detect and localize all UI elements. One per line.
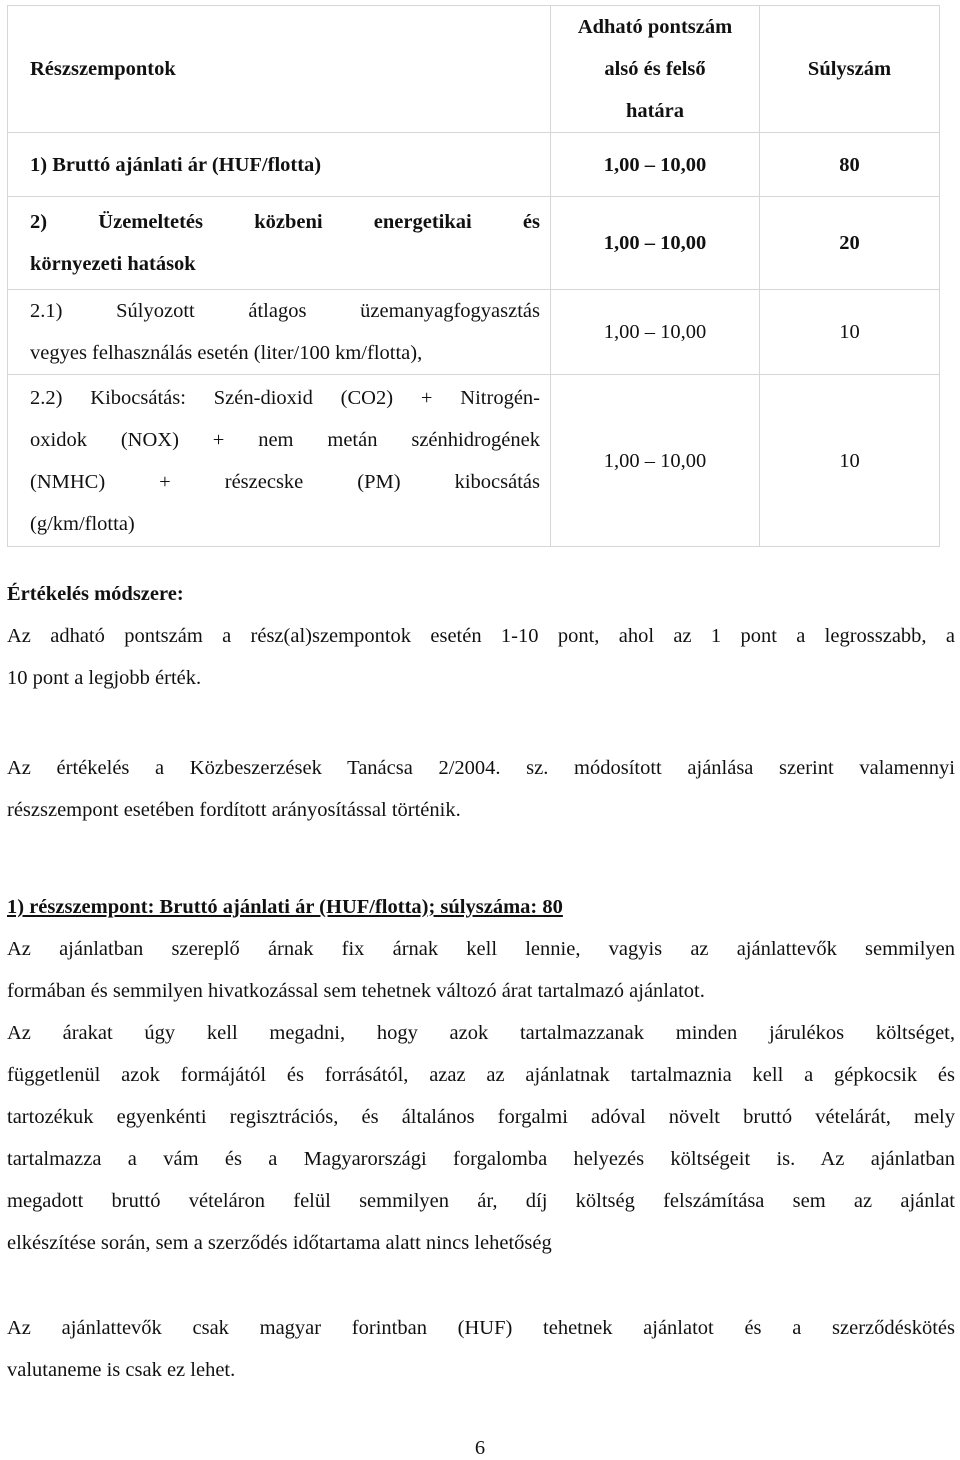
section-1-p2-line2: függetlenül azok formájától és forrásától, azaz az ajánlatnak tartalmaznia kell a gépkocsik és xyxy=(7,1064,955,1086)
row-label-line2: környezeti hatások xyxy=(30,253,196,275)
row-label xyxy=(8,290,551,375)
header-criteria: Részszempontok xyxy=(8,6,551,133)
row-range: 1,00 – 10,00 xyxy=(551,375,760,547)
section-1-p1-line2: formában és semmilyen hivatkozással sem tehetnek változó árat tartalmazó ajánlatot. xyxy=(7,980,705,1002)
table-row xyxy=(8,133,940,197)
table-row xyxy=(8,375,940,547)
row-label-line1: 2) Üzemeltetés közbeni energetikai és xyxy=(30,211,540,233)
header-score-range-line3: határa xyxy=(625,100,685,122)
header-score-range xyxy=(551,6,760,133)
row-label-line2: vegyes felhasználás esetén (liter/100 km/flotta), xyxy=(30,342,423,364)
row-label-line2: oxidok (NOX) + nem metán szénhidrogének xyxy=(30,428,540,451)
evaluation-p2-line1: Az értékelés a Közbeszerzések Tanácsa 2/2004. sz. módosított ajánlása szerint valamennyi xyxy=(7,757,955,779)
row-range: 1,00 – 10,00 xyxy=(551,290,760,375)
evaluation-paragraph-2 xyxy=(7,747,955,831)
row-range: 1,00 – 10,00 xyxy=(551,197,760,290)
row-weight: 10 xyxy=(760,375,940,547)
section-1-p3-line1: Az ajánlattevők csak magyar forintban (HUF) tehetnek ajánlatot és a szerződéskötés xyxy=(7,1317,955,1339)
criteria-table xyxy=(7,5,940,547)
header-score-range-line1: Adható pontszám xyxy=(577,16,733,38)
section-1-paragraph-2 xyxy=(7,1012,955,1264)
section-1-p2-line5: megadott bruttó vételáron felül semmilyen ár, díj költség felszámítása sem az ajánlat xyxy=(7,1190,955,1212)
section-1-paragraph-1 xyxy=(7,928,955,1012)
section-1-paragraph-3 xyxy=(7,1307,955,1391)
section-1-p1-line1: Az ajánlatban szereplő árnak fix árnak kell lennie, vagyis az ajánlattevők semmilyen xyxy=(7,938,955,960)
section-1-p3-line2: valutaneme is csak ez lehet. xyxy=(7,1359,236,1381)
section-1-p2-line4: tartalmazza a vám és a Magyarországi forgalomba helyezés költségeit is. Az ajánlatban xyxy=(7,1148,955,1170)
row-weight: 20 xyxy=(760,197,940,290)
section-1 xyxy=(7,886,955,1264)
table-row xyxy=(8,290,940,375)
row-label-line3: (NMHC) + részecske (PM) kibocsátás xyxy=(30,470,540,493)
row-range: 1,00 – 10,00 xyxy=(551,133,760,197)
section-1-p2-line6: elkészítése során, sem a szerződés időtartama alatt nincs lehetőség xyxy=(7,1232,552,1254)
table-header-row xyxy=(8,6,940,133)
row-label-line4: (g/km/flotta) xyxy=(30,512,135,535)
section-1-p2-line1: Az árakat úgy kell megadni, hogy azok tartalmazzanak minden járulékos költséget, xyxy=(7,1022,955,1044)
header-score-range-line2: alsó és felső xyxy=(604,58,706,80)
row-label xyxy=(8,375,551,547)
evaluation-p1-line1: Az adható pontszám a rész(al)szempontok esetén 1-10 pont, ahol az 1 pont a legrosszabb, a xyxy=(7,625,955,647)
evaluation-paragraph-1 xyxy=(7,615,955,699)
row-label: 1) Bruttó ajánlati ár (HUF/flotta) xyxy=(8,133,551,197)
row-label-line1: 2.1) Súlyozott átlagos üzemanyagfogyasztás xyxy=(30,300,540,322)
evaluation-p1-line2: 10 pont a legjobb érték. xyxy=(7,667,202,689)
evaluation-section xyxy=(7,573,955,699)
section-1-p2-line3: tartozékuk egyenkénti regisztrációs, és általános forgalmi adóval növelt bruttó vételárát, mely xyxy=(7,1106,955,1128)
evaluation-p2-line2: részszempont esetében fordított arányosítással történik. xyxy=(7,799,461,821)
row-label-line1: 2.2) Kibocsátás: Szén-dioxid (CO2) + Nitrogén- xyxy=(30,386,540,409)
row-weight: 80 xyxy=(760,133,940,197)
header-weight: Súlyszám xyxy=(760,6,940,133)
section-1-heading xyxy=(7,886,955,928)
page-number: 6 xyxy=(474,1437,486,1459)
evaluation-heading: Értékelés módszere: xyxy=(7,583,184,605)
section-1-heading-text: 1) részszempont: Bruttó ajánlati ár (HUF/flotta); súlyszáma: 80 xyxy=(7,896,563,918)
row-label xyxy=(8,197,551,290)
row-weight: 10 xyxy=(760,290,940,375)
table-row xyxy=(8,197,940,290)
